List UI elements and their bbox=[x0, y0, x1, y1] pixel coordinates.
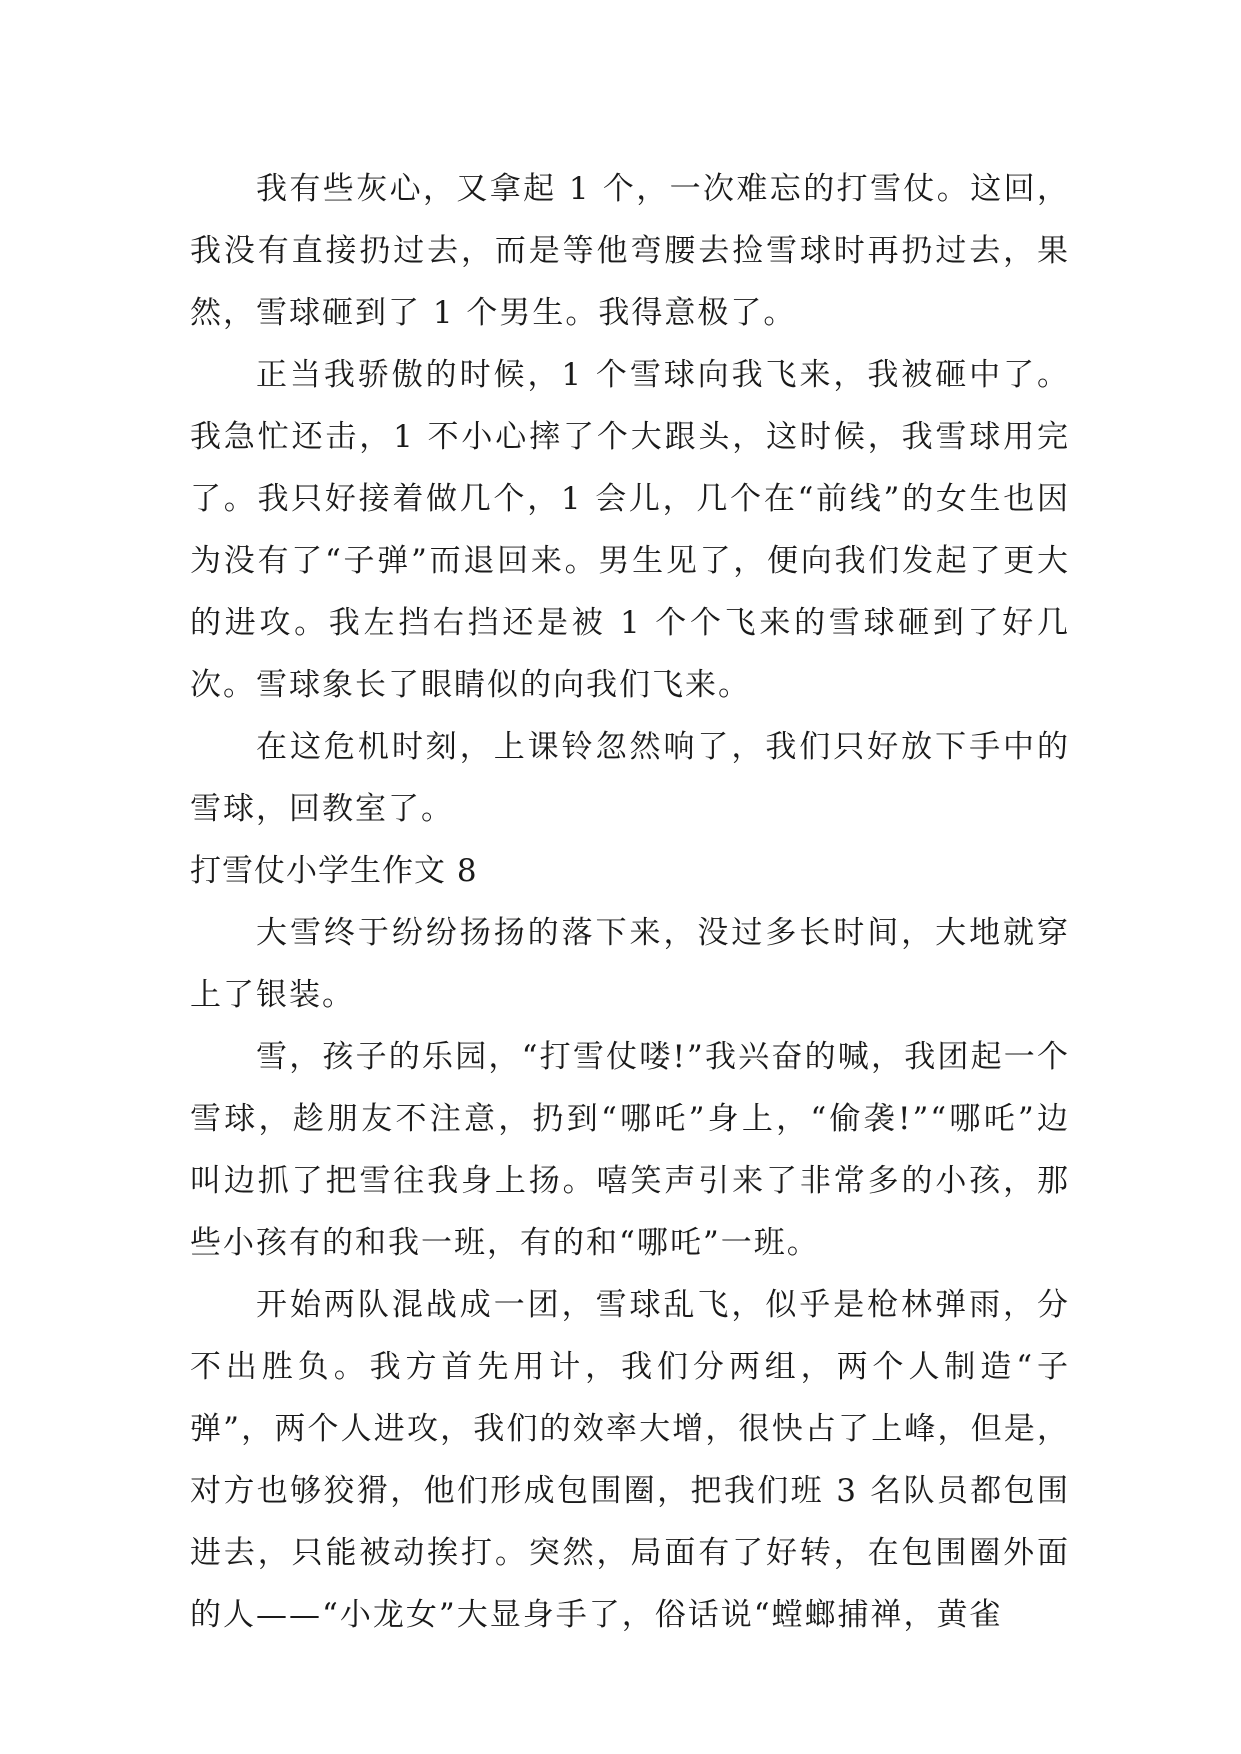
section-heading: 打雪仗小学生作文 8 bbox=[190, 853, 478, 889]
paragraph-2: 正当我骄傲的时候，1 个雪球向我飞来，我被砸中了。我急忙还击，1 不小心摔了个大跟头，这时候，我雪球用完了。我只好接着做几个，1 会儿，几个在“前线”的女生也因为没有了“子弹”而退回来。男生见了，便向我们发起了更大的进攻。我左挡右挡还是被 1 个个飞来的雪球砸到了好几次。雪球象长了眼睛似的向我们飞来。 bbox=[190, 357, 1070, 703]
paragraph-3: 在这危机时刻，上课铃忽然响了，我们只好放下手中的雪球，回教室了。 bbox=[190, 729, 1070, 827]
paragraph-6: 开始两队混战成一团，雪球乱飞，似乎是枪林弹雨，分不出胜负。我方首先用计，我们分两组，两个人制造“子弹”，两个人进攻，我们的效率大增，很快占了上峰，但是，对方也够狡猾，他们形成包围圈，把我们班 3 名队员都包围进去，只能被动挨打。突然，局面有了好转，在包围圈外面的人——“小龙女”大显身手了，俗话说“螳螂捕禅，黄雀 bbox=[190, 1287, 1070, 1633]
paragraph-5: 雪，孩子的乐园，“打雪仗喽!”我兴奋的喊，我团起一个雪球，趁朋友不注意，扔到“哪吒”身上，“偷袭!”“哪吒”边叫边抓了把雪往我身上扬。嘻笑声引来了非常多的小孩，那些小孩有的和我一班，有的和“哪吒”一班。 bbox=[190, 1039, 1070, 1261]
paragraph-4: 大雪终于纷纷扬扬的落下来，没过多长时间，大地就穿上了银装。 bbox=[190, 915, 1070, 1013]
document-body bbox=[190, 158, 1070, 1646]
paragraph-1: 我有些灰心，又拿起 1 个，一次难忘的打雪仗。这回，我没有直接扔过去，而是等他弯腰去捡雪球时再扔过去，果然，雪球砸到了 1 个男生。我得意极了。 bbox=[190, 171, 1070, 331]
